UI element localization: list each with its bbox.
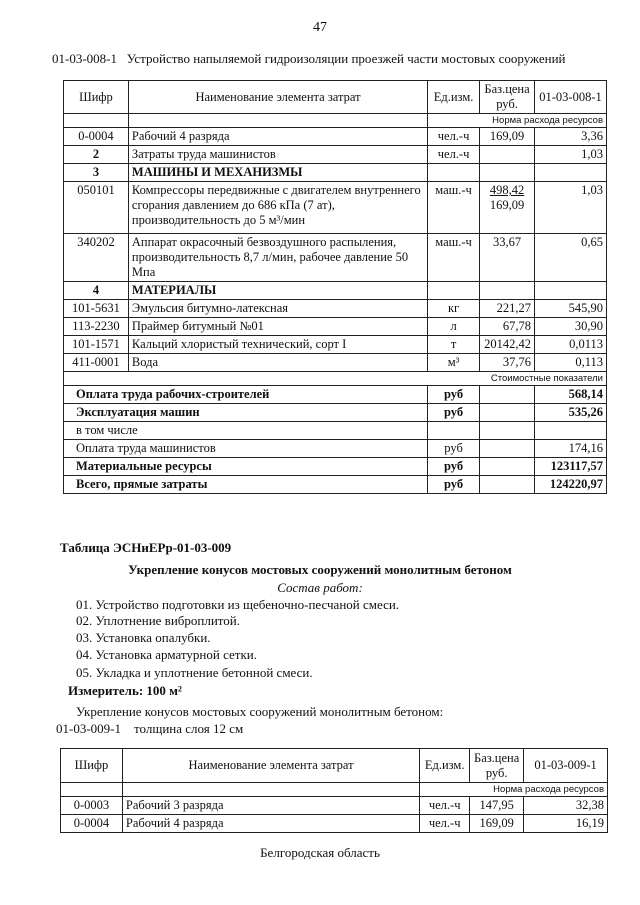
table-row: 0-0003 Рабочий 3 разряда чел.-ч 147,95 32,38 — [61, 797, 608, 815]
table-row: 101-5631 Эмульсия битумно-латексная кг 221,27 545,90 — [64, 300, 607, 318]
col-shifr: Шифр — [64, 81, 129, 114]
table-title: Таблица ЭСНиЕРр-01-03-009 — [60, 540, 232, 555]
summary-row: в том числе — [64, 422, 607, 440]
summary-row: Всего, прямые затраты руб 124220,97 — [64, 476, 607, 494]
table-row: 050101 Компрессоры передвижные с двигателем внутреннего сгорания давлением до 686 кПа (7 ат), производительность до 5 м³/мин маш.-ч 498,42 169,09 1,03 — [64, 182, 607, 234]
section-code: 01-03-008-1 — [52, 51, 117, 66]
list-item: 04. Установка арматурной сетки. — [76, 647, 257, 662]
list-item: 05. Укладка и уплотнение бетонной смеси. — [76, 665, 313, 680]
summary-row: Оплата труда рабочих-строителей руб 568,14 — [64, 386, 607, 404]
section-title: Устройство напыляемой гидроизоляции проезжей части мостовых сооружений — [126, 51, 566, 66]
col-name: Наименование элемента затрат — [122, 749, 419, 783]
list-item: 02. Уплотнение виброплитой. — [76, 613, 241, 628]
table-row: 2 Затраты труда машинистов чел.-ч 1,03 — [64, 146, 607, 164]
norma-label: Норма расхода ресурсов — [420, 783, 608, 797]
col-code: 01-03-008-1 — [535, 81, 607, 114]
resource-table-2 — [60, 748, 608, 833]
cost-label: Стоимостные показатели — [64, 372, 607, 386]
summary-row: Оплата труда машинистов руб 174,16 — [64, 440, 607, 458]
work-description: Укрепление конусов мостовых сооружений монолитным бетоном: — [76, 704, 444, 719]
summary-row: Эксплуатация машин руб 535,26 — [64, 404, 607, 422]
section-heading — [52, 51, 566, 67]
list-item: 01. Устройство подготовки из щебеночно-песчаной смеси. — [76, 597, 400, 612]
table-row: 0-0004 Рабочий 4 разряда чел.-ч 169,09 16,19 — [61, 815, 608, 833]
table-row: 4 МАТЕРИАЛЫ — [64, 282, 607, 300]
col-price: Баз.цена руб. — [480, 81, 535, 114]
table-row: 340202 Аппарат окрасочный безвоздушного распыления, производительность 8,7 л/мин, рабочее давление 50 Мпа маш.-ч 33,67 0,65 — [64, 234, 607, 282]
measurement-unit: Измеритель: 100 м² — [68, 683, 182, 698]
col-unit: Ед.изм. — [420, 749, 470, 783]
col-unit: Ед.изм. — [428, 81, 480, 114]
table-row: 101-1571 Кальций хлористый технический, сорт I т 20142,42 0,0113 — [64, 336, 607, 354]
col-code: 01-03-009-1 — [524, 749, 608, 783]
resource-table-1 — [63, 80, 607, 494]
table-row: 411-0001 Вода м³ 37,76 0,113 — [64, 354, 607, 372]
footer-region: Белгородская область — [260, 845, 380, 860]
table-row: 0-0004 Рабочий 4 разряда чел.-ч 169,09 3,36 — [64, 128, 607, 146]
list-item: 03. Установка опалубки. — [76, 630, 211, 645]
table-row: 113-2230 Праймер битумный №01 л 67,78 30,90 — [64, 318, 607, 336]
table-subtitle: Укрепление конусов мостовых сооружений монолитным бетоном — [128, 562, 512, 577]
col-price: Баз.цена руб. — [470, 749, 524, 783]
col-name: Наименование элемента затрат — [128, 81, 427, 114]
work-composition-label: Состав работ: — [277, 580, 363, 595]
work-code-line: 01-03-009-1 толщина слоя 12 см — [56, 721, 244, 736]
norma-label: Норма расхода ресурсов — [428, 114, 607, 128]
table-row: 3 МАШИНЫ И МЕХАНИЗМЫ — [64, 164, 607, 182]
summary-row: Материальные ресурсы руб 123117,57 — [64, 458, 607, 476]
col-shifr: Шифр — [61, 749, 123, 783]
page-number: 47 — [313, 20, 327, 35]
